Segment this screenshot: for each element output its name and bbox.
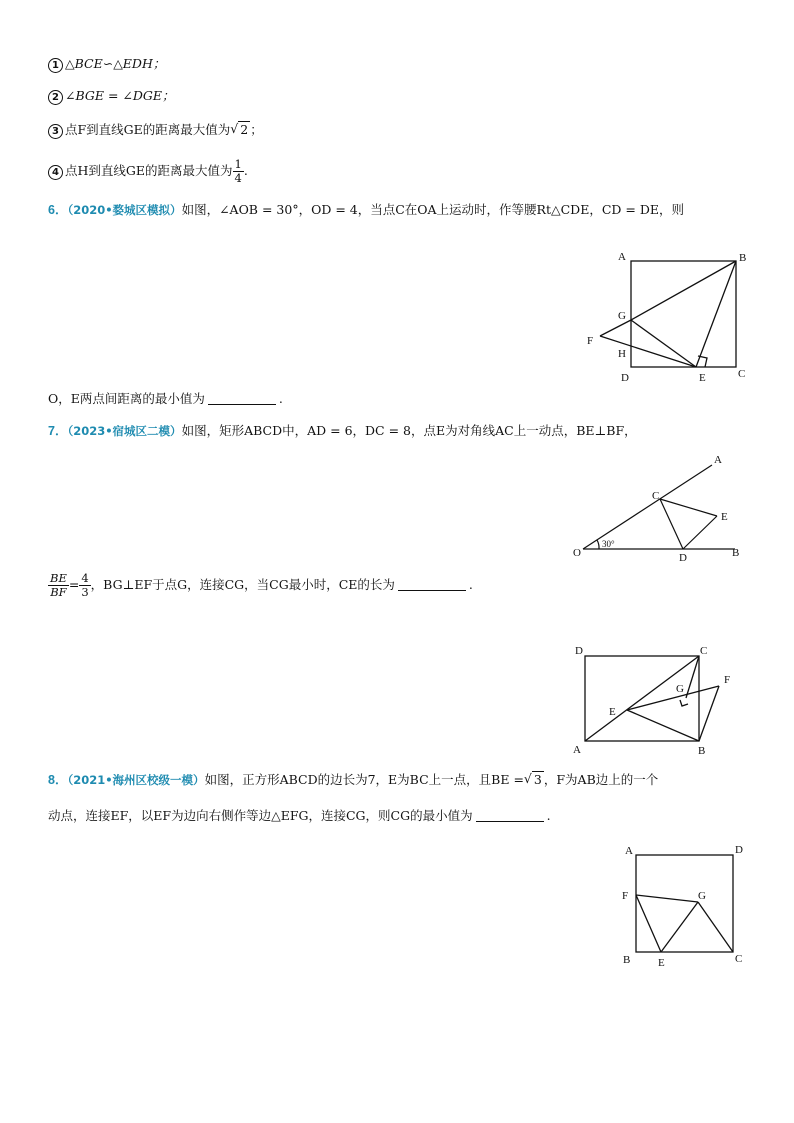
question-number: 6．: [48, 203, 68, 217]
question-6: [48, 201, 684, 219]
circled-number: 1: [48, 58, 63, 73]
question-text: 动点，连接EF，以EF为边向右侧作等边△EFG，连接CG，则CG的最小值为: [48, 808, 473, 823]
statement-1: [48, 55, 165, 73]
question-8: 8．（2021•海州区校级一模）如图，正方形ABCD的边长为7，E为BC上一点，且BE = √ 3 ，F为AB边上的一个: [48, 771, 659, 787]
question-text: O，E两点间距离的最小值为: [48, 391, 205, 406]
question-text: ，BG⊥EF于点G，连接CG，当CG最小时，CE的长为: [90, 577, 395, 592]
vertex-label: O: [573, 547, 581, 559]
vertex-label: C: [738, 368, 746, 380]
question-6-line2: O，E两点间距离的最小值为 .: [48, 391, 283, 406]
question-source: （2023•宿城区二模）: [67, 424, 182, 438]
vertex-label: A: [625, 845, 633, 857]
vertex-label: G: [676, 683, 684, 695]
statement-text: ∠BGE = ∠DGE；: [65, 88, 175, 103]
question-8-line2: 动点，连接EF，以EF为边向右侧作等边△EFG，连接CG，则CG的最小值为 .: [48, 808, 551, 823]
question-text: 如图，∠AOB = 30°，OD = 4，当点C在OA上运动时，作等腰Rt△CDE，CD = DE，则: [181, 202, 684, 217]
vertex-label: A: [714, 454, 722, 466]
vertex-label: D: [621, 372, 629, 384]
question-number: 7．: [48, 424, 68, 438]
ratio-fraction: $\frac{BE}{BF}$: [50, 571, 67, 599]
question-7: [48, 422, 637, 440]
vertex-label: E: [609, 706, 616, 718]
circled-number: 2: [48, 90, 63, 105]
ratio-value: $\frac{4}{3}$: [81, 571, 89, 599]
answer-blank: [208, 392, 276, 405]
statement-text: 点H到直线GE的距离最大值为: [65, 163, 233, 178]
vertex-label: D: [575, 645, 583, 657]
vertex-label: A: [618, 251, 626, 263]
vertex-label: E: [658, 957, 665, 969]
circled-number: 4: [48, 165, 63, 180]
vertex-label: D: [679, 552, 687, 564]
vertex-label: G: [618, 310, 626, 322]
question-number: 8．: [48, 773, 68, 787]
statement-3: 3 点F到直线GE的距离最大值为 √ 2 ；: [48, 121, 263, 139]
figure-square-abcd-1: [580, 245, 760, 390]
vertex-label: G: [698, 890, 706, 902]
vertex-label: H: [618, 348, 626, 360]
statement-text: △BCE∽△EDH；: [65, 56, 166, 71]
vertex-label: C: [652, 490, 660, 502]
figure-rectangle-abcd: [570, 640, 740, 760]
vertex-label: B: [698, 745, 706, 757]
vertex-label: D: [735, 844, 743, 856]
question-source: （2020•婺城区模拟）: [67, 203, 182, 217]
answer-blank: [476, 809, 544, 822]
question-text: 如图，正方形ABCD的边长为7，E为BC上一点，且BE =: [204, 772, 524, 787]
answer-blank: [398, 578, 466, 591]
statement-text: 点F到直线GE的距离最大值为: [65, 122, 231, 137]
question-7-line2: $\frac{BE}{BF}$ = $\frac{4}{3}$ ，BG⊥EF于点G，连接CG，当CG最小时，CE的长为 .: [50, 571, 473, 599]
sqrt-expression: √ 3: [523, 771, 542, 787]
question-text: 如图，矩形ABCD中，AD = 6，DC = 8，点E为对角线AC上一动点，BE⊥BF，: [181, 423, 637, 438]
vertex-label: E: [721, 511, 728, 523]
vertex-label: B: [623, 954, 631, 966]
fraction: $\frac{1}{4}$: [234, 157, 242, 185]
vertex-label: E: [699, 372, 706, 384]
vertex-label: F: [724, 674, 731, 686]
statement-4: 4 点H到直线GE的距离最大值为 $\frac{1}{4}$ .: [48, 158, 248, 185]
vertex-label: B: [739, 252, 747, 264]
vertex-label: F: [622, 890, 629, 902]
vertex-label: C: [700, 645, 708, 657]
figure-square-abcd-2: [618, 840, 753, 970]
statement-2: [48, 87, 175, 105]
vertex-label: A: [573, 744, 581, 756]
vertex-label: B: [732, 547, 740, 559]
figure-angle-aob: [568, 452, 753, 564]
circled-number: 3: [48, 124, 63, 139]
vertex-label: F: [587, 335, 594, 347]
vertex-label: C: [735, 953, 743, 965]
angle-label: 30°: [602, 539, 615, 549]
sqrt-expression: √ 2: [230, 121, 249, 137]
question-source: （2021•海州区校级一模）: [67, 773, 205, 787]
